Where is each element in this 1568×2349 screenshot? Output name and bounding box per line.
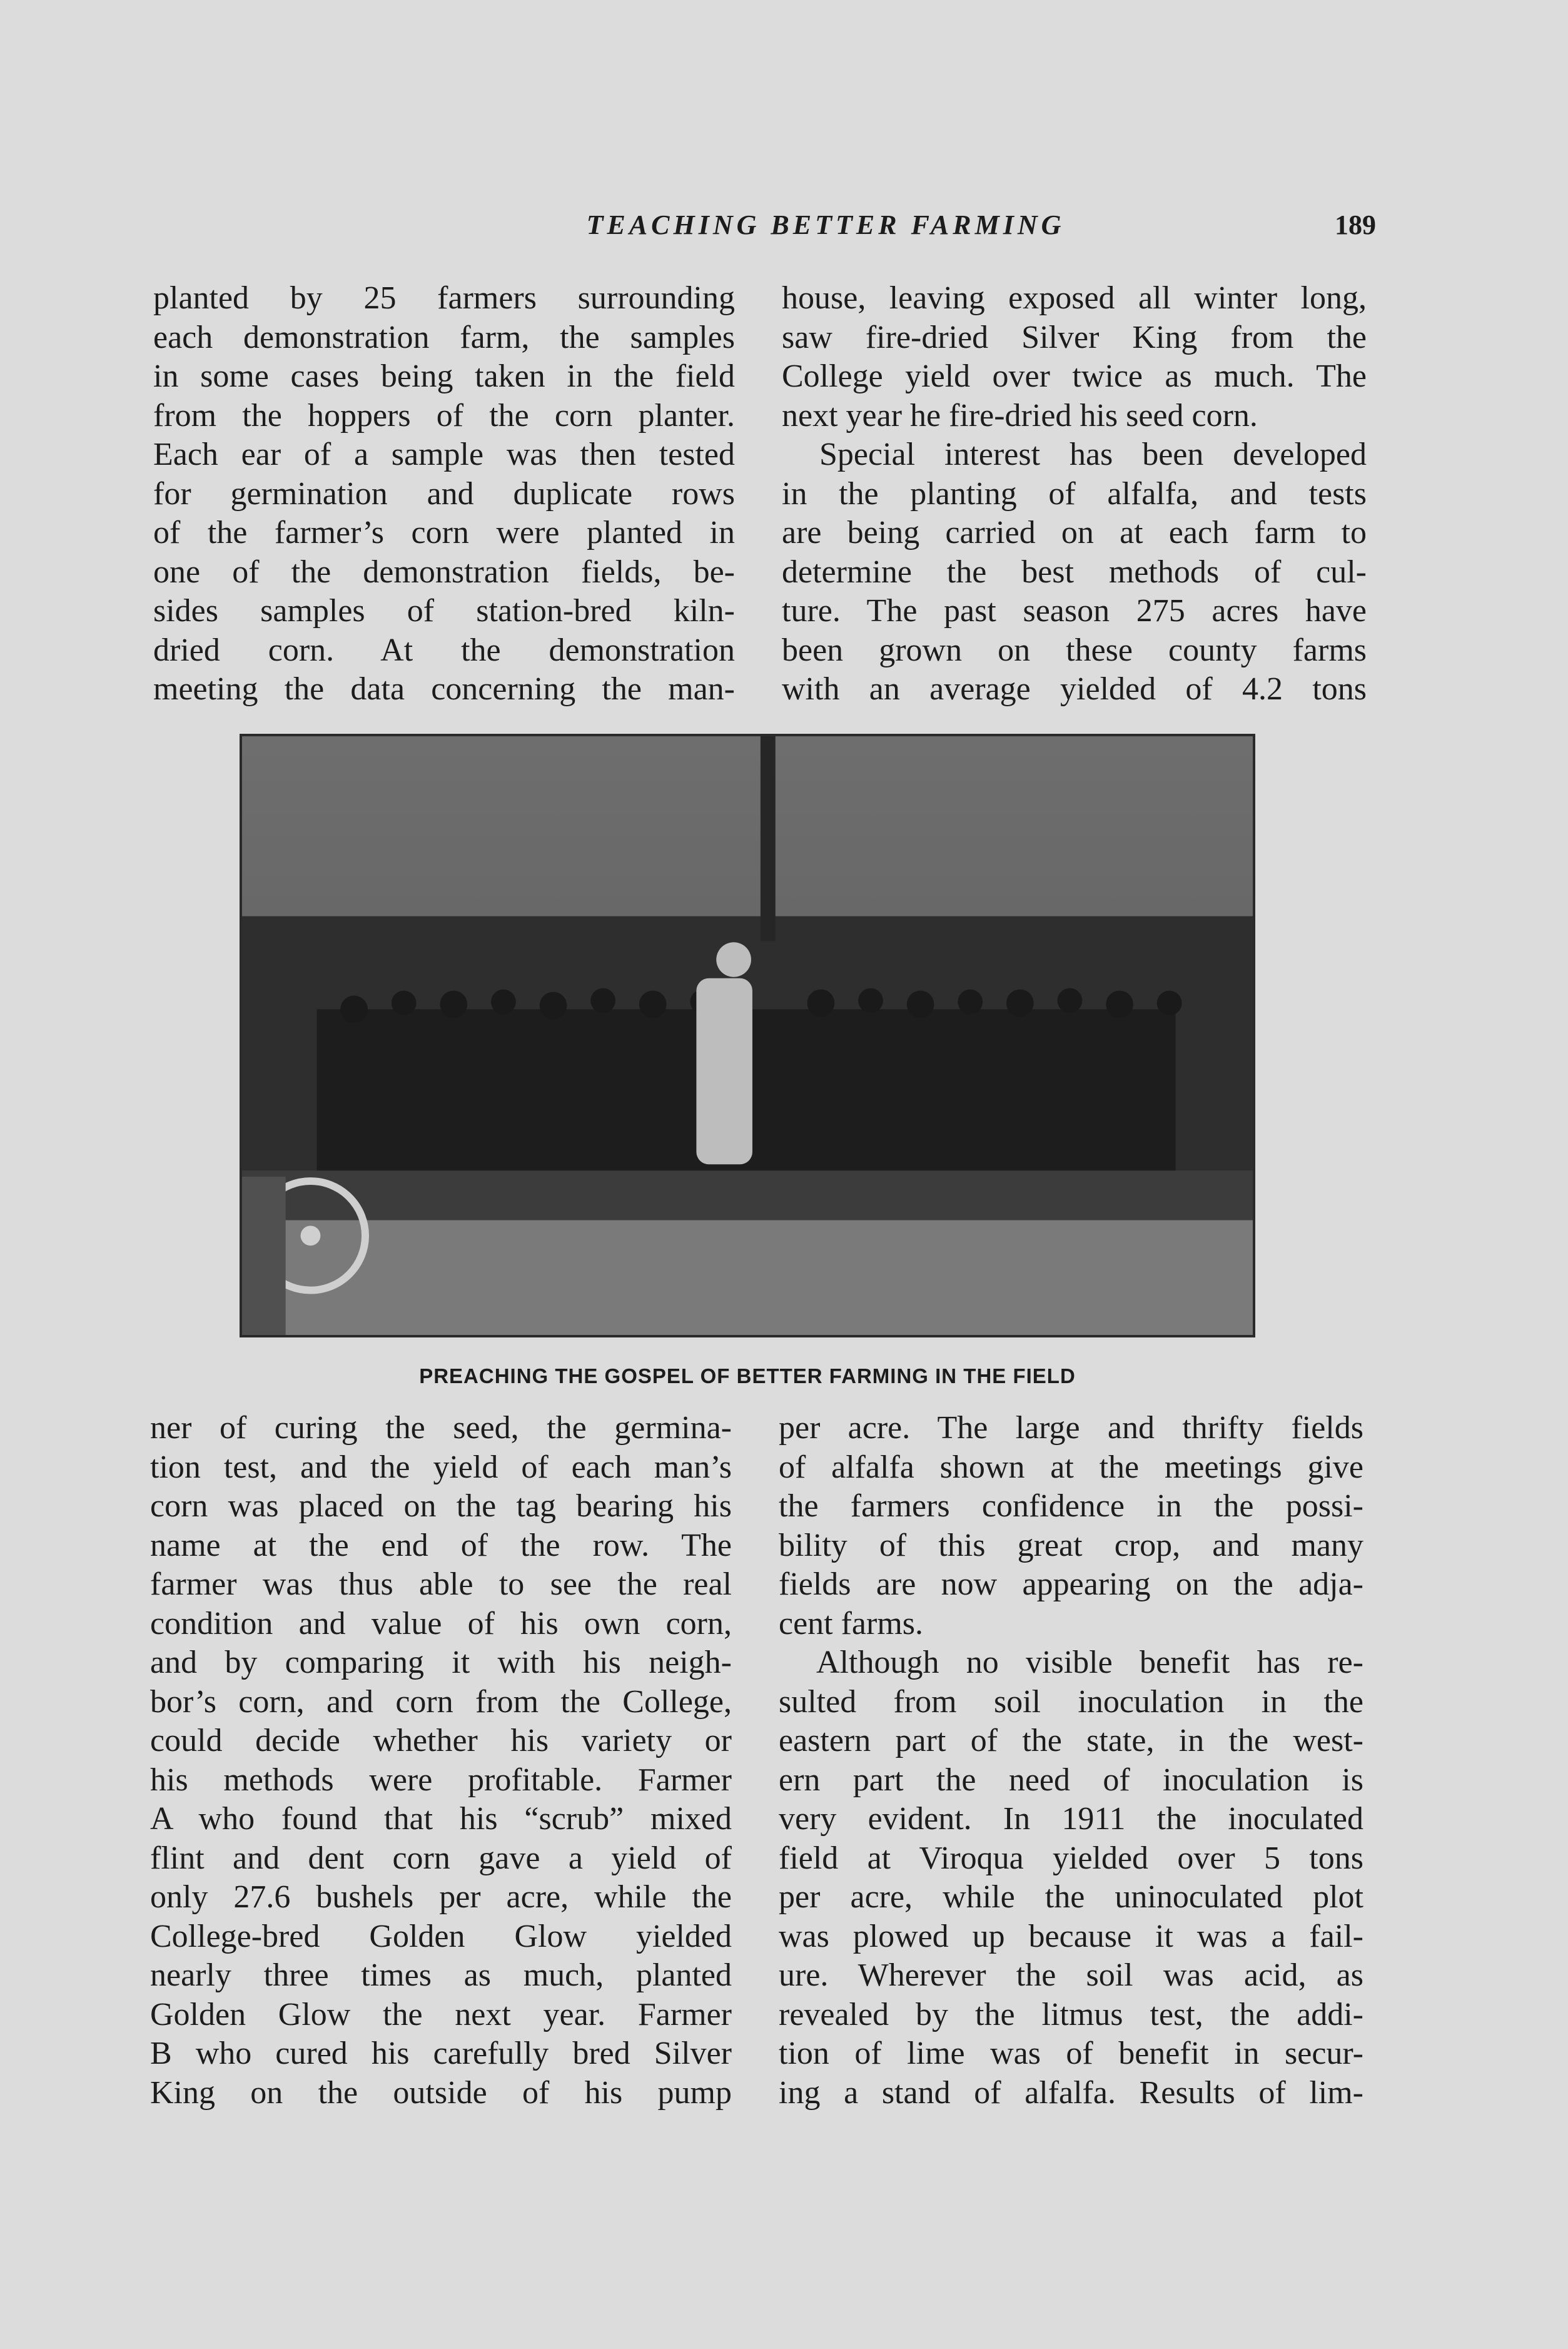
text-line: condition and value of his own corn,: [150, 1605, 732, 1641]
text-line: was plowed up because it was a fail-: [779, 1918, 1363, 1954]
field-meeting-photo: [240, 734, 1255, 1337]
text-line: only 27.6 bushels per acre, while the: [150, 1879, 732, 1915]
text-line: fields are now appearing on the adja-: [779, 1566, 1363, 1602]
text-line: next year he fire-dried his seed corn.: [782, 397, 1258, 434]
text-line: of alfalfa shown at the meetings give: [779, 1449, 1363, 1485]
text-line: Golden Glow the next year. Farmer: [150, 1996, 732, 2032]
text-line: B who cured his carefully bred Silver: [150, 2036, 732, 2071]
text-line: per acre, while the uninoculated plot: [779, 1879, 1363, 1915]
text-line: are being carried on at each farm to: [782, 515, 1367, 550]
text-line: sides samples of station-bred kiln-: [153, 593, 735, 629]
text-line: eastern part of the state, in the west-: [779, 1723, 1363, 1758]
text-line: ern part the need of inoculation is: [779, 1762, 1363, 1798]
column-bottom-right: [779, 1409, 1363, 2113]
text-line: could decide whether his variety or: [150, 1723, 732, 1758]
text-line: bility of this great crop, and many: [779, 1527, 1363, 1563]
text-line: determine the best methods of cul-: [782, 554, 1367, 590]
text-line: the farmers confidence in the possi-: [779, 1488, 1363, 1524]
text-line: each demonstration farm, the samples: [153, 319, 735, 355]
photo-illustration: [242, 736, 1253, 1335]
text-line: in some cases being taken in the field: [153, 358, 735, 394]
text-line: A who found that his “scrub” mixed: [150, 1801, 732, 1837]
text-line: from the hoppers of the corn planter.: [153, 397, 735, 434]
column-bottom-left: [150, 1409, 732, 2113]
running-title: TEACHING BETTER FARMING: [586, 210, 1065, 240]
text-line: ing a stand of alfalfa. Results of lim-: [779, 2074, 1363, 2111]
text-line: meeting the data concerning the man-: [153, 671, 735, 707]
text-line: College yield over twice as much. The: [782, 358, 1367, 394]
text-line: flint and dent corn gave a yield of: [150, 1840, 732, 1876]
text-line: ner of curing the seed, the germina-: [150, 1410, 732, 1446]
text-line: been grown on these county farms: [782, 632, 1367, 668]
text-line: nearly three times as much, planted: [150, 1957, 732, 1993]
text-line: and by comparing it with his neigh-: [150, 1645, 732, 1680]
text-line: saw fire-dried Silver King from the: [782, 319, 1367, 355]
text-line: field at Viroqua yielded over 5 tons: [779, 1840, 1363, 1876]
text-line: for germination and duplicate rows: [153, 475, 735, 512]
text-line: tion of lime was of benefit in secur-: [779, 2036, 1363, 2071]
text-line: ture. The past season 275 acres have: [782, 593, 1367, 629]
page-number: 189: [1335, 210, 1376, 240]
text-line: per acre. The large and thrifty fields: [779, 1410, 1363, 1446]
text-line: revealed by the litmus test, the addi-: [779, 1996, 1363, 2032]
column-top-right: [782, 279, 1367, 709]
text-line: farmer was thus able to see the real: [150, 1566, 732, 1602]
text-line: King on the outside of his pump: [150, 2074, 732, 2111]
text-line: sulted from soil inoculation in the: [779, 1683, 1363, 1720]
text-line: of the farmer’s corn were planted in: [153, 515, 735, 550]
text-line: very evident. In 1911 the inoculated: [779, 1801, 1363, 1837]
text-line: dried corn. At the demonstration: [153, 632, 735, 668]
text-line: Each ear of a sample was then tested: [153, 437, 735, 472]
text-line: corn was placed on the tag bearing his: [150, 1488, 732, 1524]
text-line: one of the demonstration fields, be-: [153, 554, 735, 590]
column-top-left: [153, 279, 735, 709]
photo-caption: PREACHING THE GOSPEL OF BETTER FARMING IN THE FIELD: [419, 1364, 1076, 1388]
text-line: planted by 25 farmers surrounding: [153, 280, 735, 316]
text-line: name at the end of the row. The: [150, 1527, 732, 1563]
text-line: cent farms.: [779, 1605, 924, 1641]
text-line: bor’s corn, and corn from the College,: [150, 1683, 732, 1720]
text-line: ure. Wherever the soil was acid, as: [779, 1957, 1363, 1993]
text-line: Special interest has been developed: [819, 437, 1367, 472]
text-line: College-bred Golden Glow yielded: [150, 1918, 732, 1954]
text-line: with an average yielded of 4.2 tons: [782, 671, 1367, 707]
text-line: Although no visible benefit has re-: [816, 1645, 1363, 1680]
text-line: in the planting of alfalfa, and tests: [782, 475, 1367, 512]
text-line: his methods were profitable. Farmer: [150, 1762, 732, 1798]
text-line: tion test, and the yield of each man’s: [150, 1449, 732, 1485]
text-line: house, leaving exposed all winter long,: [782, 280, 1367, 316]
running-header: [150, 206, 1376, 244]
